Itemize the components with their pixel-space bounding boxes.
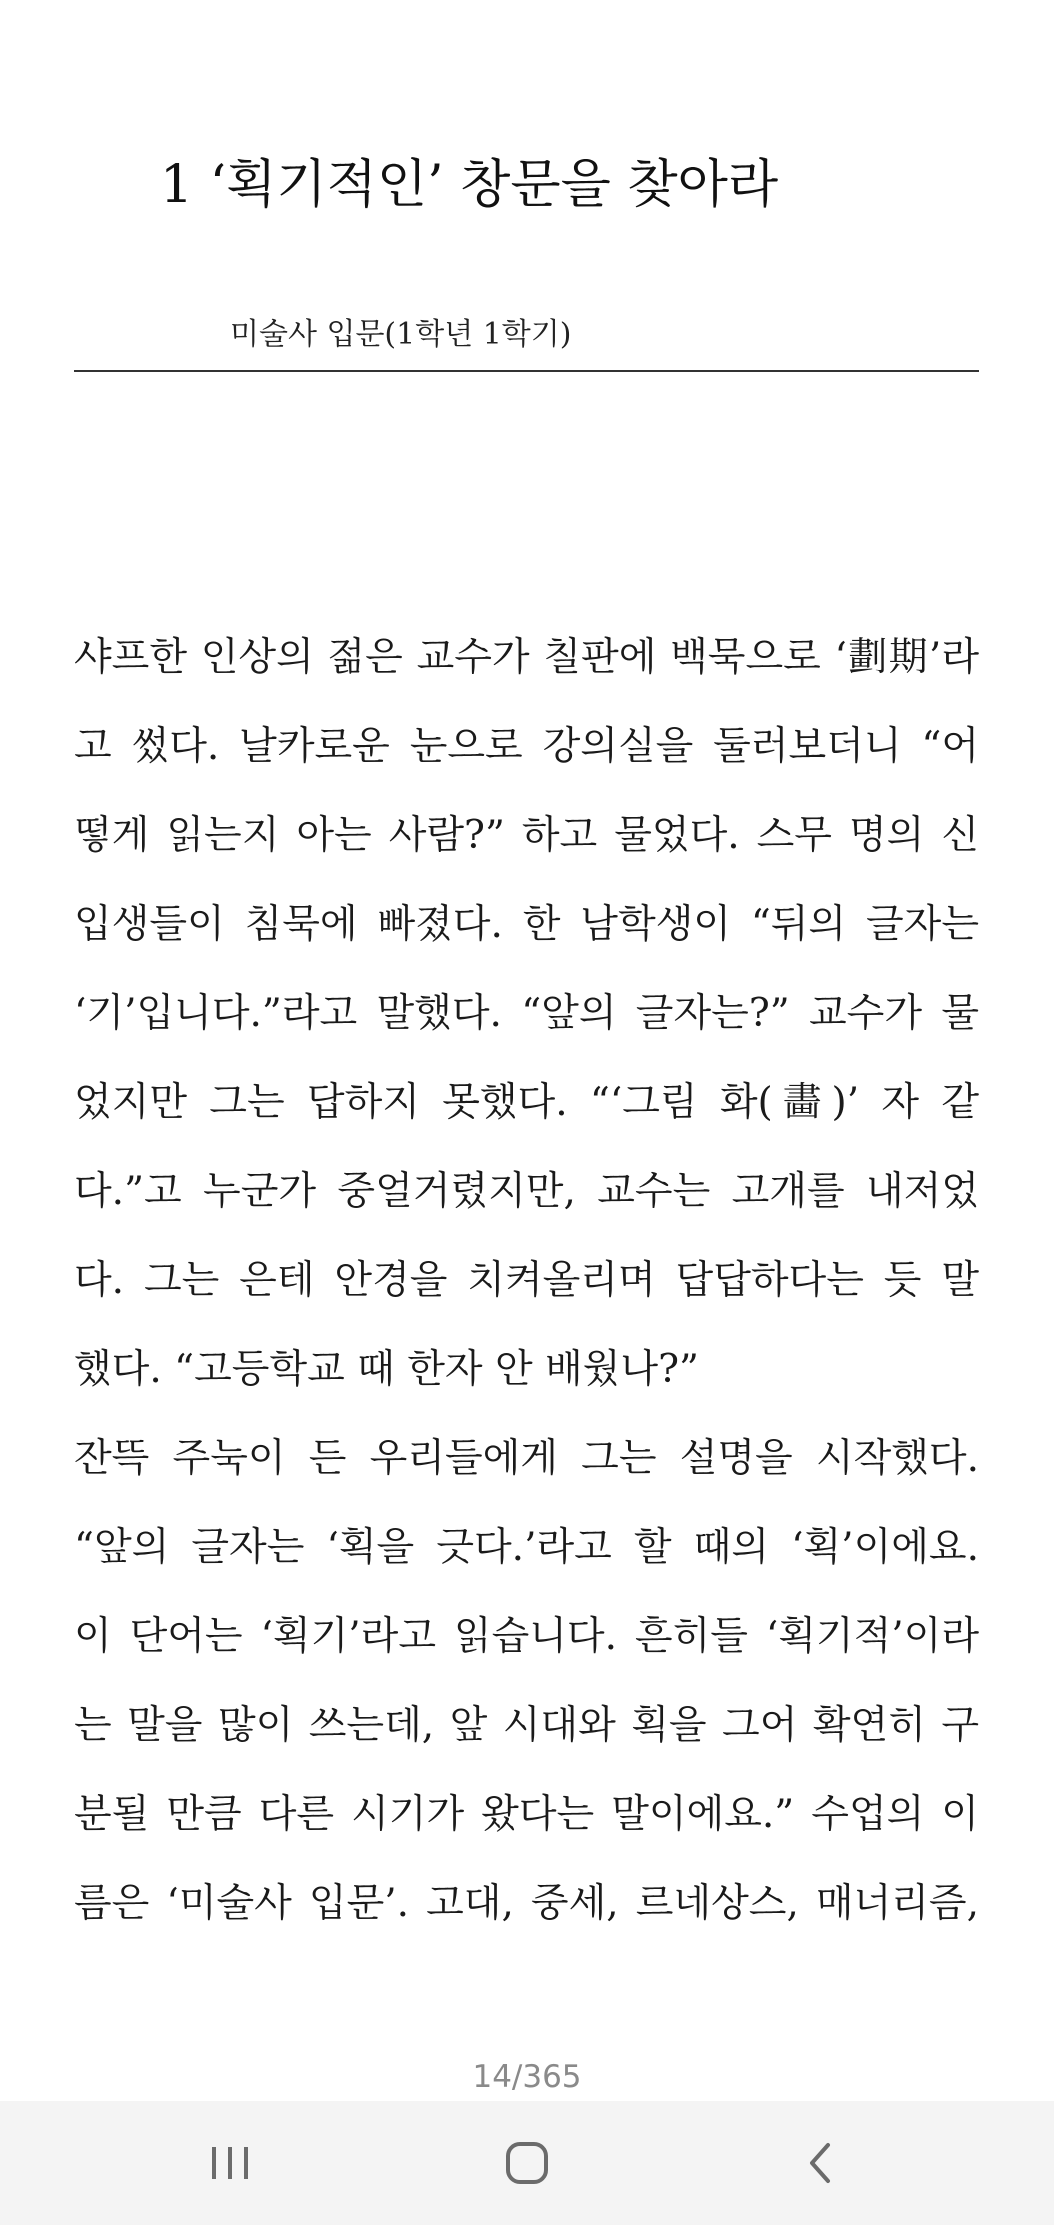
text-line: 었지만 그는 답하지 못했다. “‘그림 화(畵)’ 자 같 (74, 1080, 979, 1125)
text-line: “앞의 글자는 ‘획을 긋다.’라고 할 때의 ‘획’이에요. (74, 1525, 979, 1570)
recents-icon (208, 2143, 252, 2183)
text-line: 는 말을 많이 쓰는데, 앞 시대와 획을 그어 확연히 구 (74, 1703, 979, 1748)
system-navigation-bar (0, 2101, 1054, 2225)
recents-button[interactable] (180, 2123, 280, 2203)
body-text (74, 613, 979, 1948)
home-icon (503, 2139, 551, 2187)
text-line: 고 썼다. 날카로운 눈으로 강의실을 둘러보더니 “어 (74, 724, 979, 769)
text-line: 분될 만큼 다른 시기가 왔다는 말이에요.” 수업의 이 (74, 1792, 979, 1837)
text-line: 이 단어는 ‘획기’라고 읽습니다. 흔히들 ‘획기적’이라 (74, 1614, 979, 1659)
text-line: 했다. “고등학교 때 한자 안 배웠나?” (74, 1347, 699, 1392)
text-line: ‘기’입니다.”라고 말했다. “앞의 글자는?” 교수가 물 (74, 991, 979, 1036)
chapter-subtitle: 미술사 입문(1학년 1학기) (230, 317, 572, 352)
chapter-title: 1 ‘획기적인’ 창문을 찾아라 (160, 155, 779, 215)
home-button[interactable] (477, 2123, 577, 2203)
text-line: 떻게 읽는지 아는 사람?” 하고 물었다. 스무 명의 신 (74, 813, 979, 858)
text-line: 잔뜩 주눅이 든 우리들에게 그는 설명을 시작했다. (74, 1436, 979, 1481)
page-indicator: 14/365 (472, 2059, 582, 2095)
text-line: 다. 그는 은테 안경을 치켜올리며 답답하다는 듯 말 (74, 1258, 979, 1303)
text-line: 입생들이 침묵에 빠졌다. 한 남학생이 “뒤의 글자는 (74, 902, 979, 947)
title-divider (74, 370, 979, 372)
back-icon (802, 2139, 838, 2187)
text-line: 샤프한 인상의 젊은 교수가 칠판에 백묵으로 ‘劃期’라 (74, 635, 979, 680)
text-line: 름은 ‘미술사 입문’. 고대, 중세, 르네상스, 매너리즘, (74, 1881, 979, 1926)
back-button[interactable] (770, 2123, 870, 2203)
text-line: 다.”고 누군가 중얼거렸지만, 교수는 고개를 내저었 (74, 1169, 979, 1214)
